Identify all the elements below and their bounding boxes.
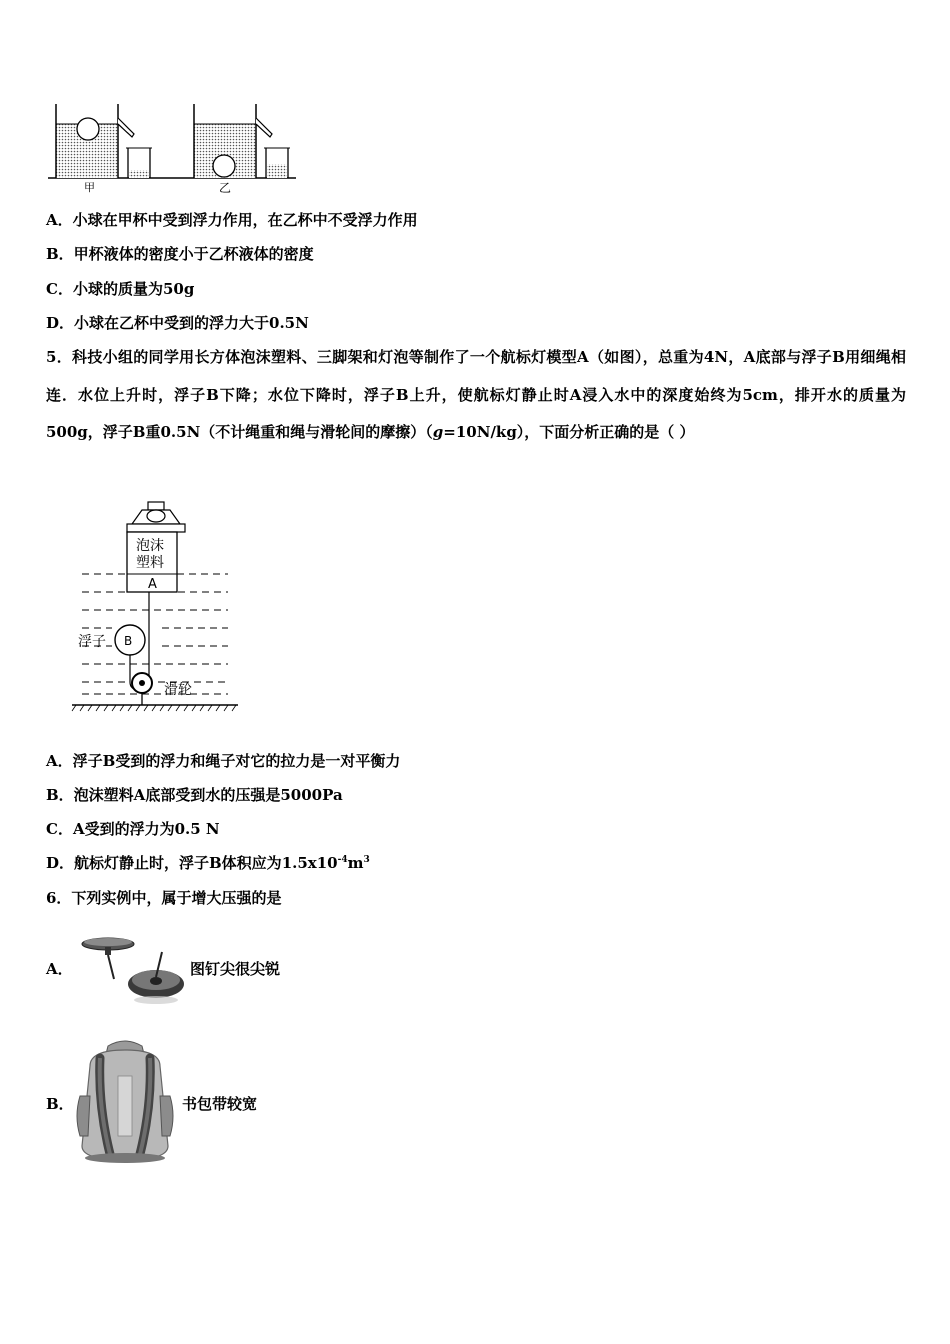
q5-option-d-text: D．航标灯静止时，浮子B体积应为1.5x10 bbox=[46, 854, 338, 872]
q5-option-d-unit: m bbox=[347, 854, 364, 872]
q5-option-b: B．泡沫塑料A底部受到水的压强是5000Pa bbox=[46, 786, 343, 804]
q5-option-d-exponent: -4 bbox=[337, 855, 348, 865]
q5-stem bbox=[46, 339, 906, 452]
q4-option-c: C．小球的质量为50g bbox=[46, 280, 195, 298]
q6-stem: 6．下列实例中，属于增大压强的是 bbox=[46, 889, 282, 907]
foam-label-2: 塑料 bbox=[136, 555, 164, 571]
q5-option-d-unit-exponent: 3 bbox=[363, 855, 370, 865]
q5-option-d bbox=[46, 853, 370, 873]
q5-option-c: C．A受到的浮力为0.5 N bbox=[46, 820, 220, 838]
q6-option-b-letter: B． bbox=[46, 1095, 74, 1113]
thumbtack-image bbox=[76, 934, 186, 1009]
beaker-yi bbox=[194, 104, 290, 178]
q4-option-a: A．小球在甲杯中受到浮力作用，在乙杯中不受浮力作用 bbox=[46, 211, 418, 229]
q4-figure bbox=[46, 96, 346, 206]
beaker-jia bbox=[56, 104, 152, 178]
foam-label-1: 泡沫 bbox=[136, 538, 164, 554]
ball-floating bbox=[77, 118, 99, 140]
q5-option-a: A．浮子B受到的浮力和绳子对它的拉力是一对平衡力 bbox=[46, 752, 401, 770]
g-symbol: g bbox=[432, 423, 444, 441]
q4-option-b: B．甲杯液体的密度小于乙杯液体的密度 bbox=[46, 245, 314, 263]
q6-option-b-text: 书包带较宽 bbox=[182, 1095, 258, 1113]
q6-option-a-letter: A． bbox=[46, 960, 73, 978]
q4-option-d: D．小球在乙杯中受到的浮力大于0.5N bbox=[46, 314, 309, 332]
q6-option-a-text: 图钉尖很尖锐 bbox=[190, 960, 281, 978]
q5-stem-part2: =10N/kg），下面分析正确的是（ ） bbox=[443, 423, 695, 441]
label-a: A bbox=[148, 577, 157, 592]
q5-stem-part1: 5．科技小组的同学用长方体泡沫塑料、三脚架和灯泡等制作了一个航标灯模型A（如图），总重为4N，A底部与浮子B用细绳相连．水位上升时，浮子B下降；水位下降时，浮子B上升，使航标灯静止时A浸入水中的深度始终为5cm，排开水的质量为500g，浮子B重0.5N（不计绳重和绳与滑轮间的摩擦）（ bbox=[46, 348, 906, 441]
backpack-image bbox=[70, 1036, 180, 1166]
ball-sunk bbox=[213, 155, 235, 177]
label-b: B bbox=[124, 634, 133, 648]
pulley-label: 滑轮 bbox=[164, 682, 192, 698]
label-yi: 乙 bbox=[219, 181, 232, 195]
label-jia: 甲 bbox=[84, 181, 95, 194]
float-label: 浮子 bbox=[78, 634, 106, 650]
q5-figure bbox=[70, 498, 250, 718]
